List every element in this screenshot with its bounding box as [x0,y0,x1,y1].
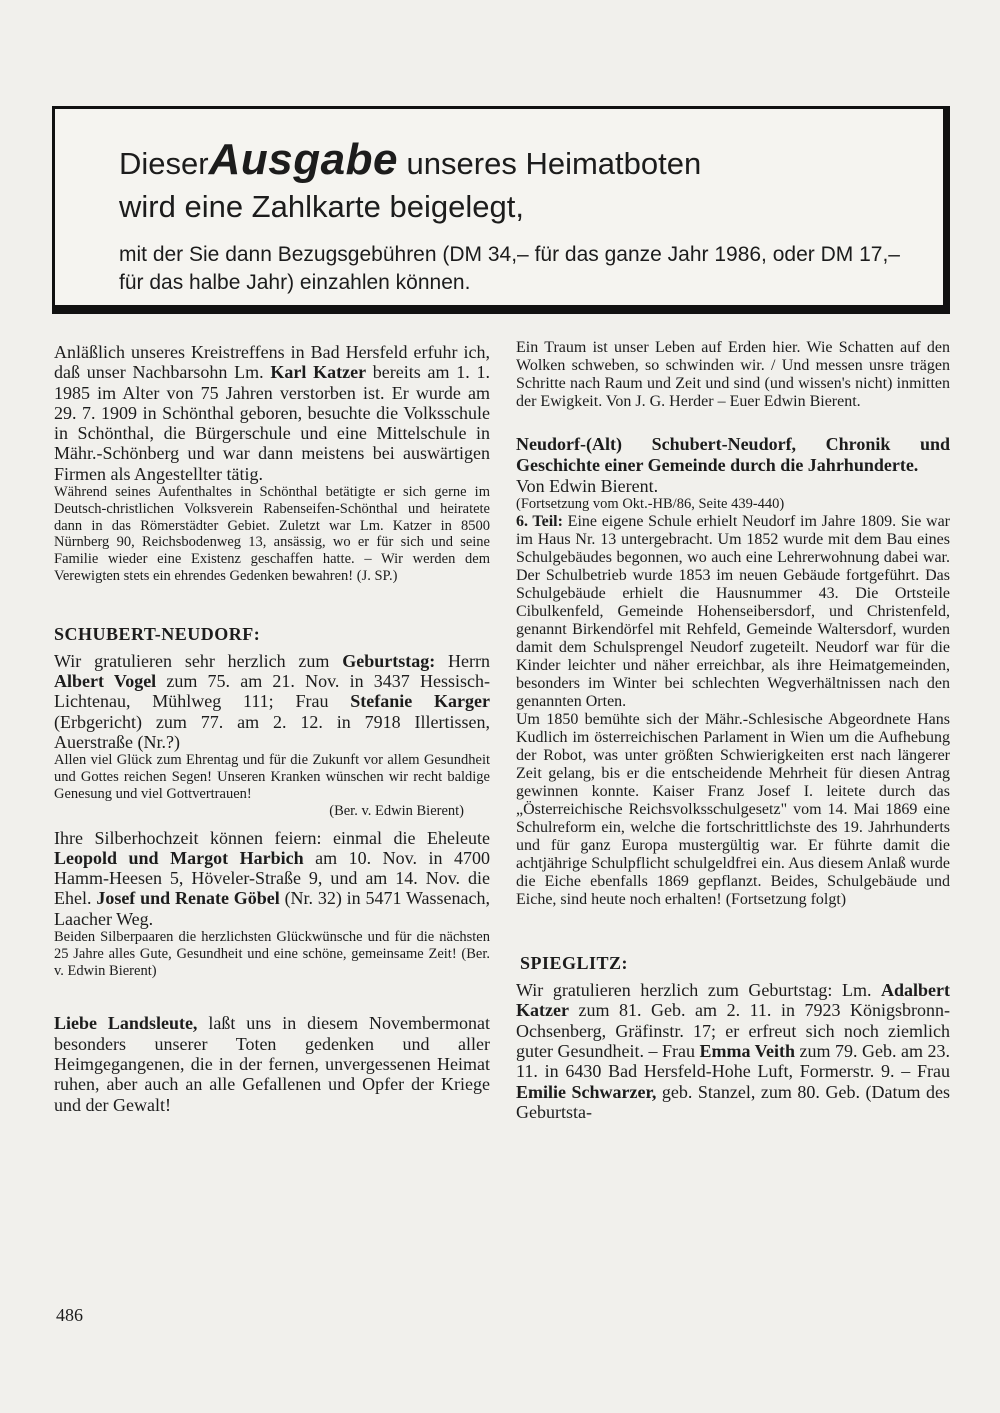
landsleute-text: laßt uns in diesem Novembermonat besonders unserer Toten gedenken und aller Heimgegangenen, die in der fernen, unvergessenen Heimat ruhen, aber auch an alle Gefallenen und Opfer der Kriege und der Gewalt! [54,1013,490,1115]
birthday-text-herrn: Herrn [448,650,491,671]
birthday-keyword: Geburtstag: [342,650,436,671]
left-column [54,342,490,1115]
obituary-text: Anläßlich unseres Kreistreffens in Bad Hersfeld erfuhr ich, daß unser Nachbarsohn Lm. [54,342,490,383]
notice-prefix: Dieser [119,146,209,181]
obituary-paragraph [54,342,490,484]
spieglitz-paragraph [516,980,950,1122]
spieglitz-text-4: geb. Stanzel, zum 80. Geb. (Datum des Geburtsta- [516,1081,950,1122]
silver-wedding-paragraph [54,828,490,929]
birthday-credit: (Ber. v. Edwin Bierent) [329,802,464,819]
notice-headline [119,135,701,185]
obituary-name: Karl Katzer [270,362,367,383]
notice-suffix: unseres Heimatboten [406,146,702,181]
silver-wishes: Beiden Silberpaaren die herzlichsten Glückwünsche und für die nächsten 25 Jahre alles Gute, Gesundheit und eine schöne, gemeinsame Zeit! (Ber. v. Edwin Bierent) [54,929,490,979]
chronik-continuation: (Fortsetzung vom Okt.-HB/86, Seite 439-440) [516,496,785,513]
notice-details: mit der Sie dann Bezugsgebühren (DM 34,– für das ganze Jahr 1986, oder DM 17,– für das halbe Jahr) einzahlen können. [119,243,900,294]
notice-emphasis: Ausgabe [208,135,398,184]
section-heading-spieglitz: SPIEGLITZ: [520,953,629,974]
landsleute-paragraph [54,1013,490,1114]
notice-subline: wird eine Zahlkarte beigelegt, [119,189,524,224]
silver-text-2: am 10. Nov. in 4700 Hamm-Heesen 5, Höveler-Straße 9, und am 14. Nov. die Ehel. [54,847,491,909]
chronik-author: Von Edwin Bierent. [516,476,659,496]
chronik-part-label: 6. Teil: [516,513,563,531]
spieglitz-name-3: Emilie Schwarzer, [516,1081,657,1102]
chronik-paragraph-2: Um 1850 bemühte sich der Mähr.-Schlesische Abgeordnete Hans Kudlich im österreichischen Parlament in Wien um die Aufhebung der Robot, was unter größten Schwierigkeiten erst nach längerer Zeit gelang, bis er die entscheidende Mehrheit für diesen Antrag gewinnen konnte. Kaiser Franz Josef I. leitete durch das „Österreichische Reichsvolksschulgesetz" vom 14. Mai 1869 eine Schulreform ein, welche die fortschrittlichste des 19. Jahrhunderts und für ganz Europa mustergültig war. Er führte damit die achtjährige Schulpflicht schulgeldfrei ein. Aus diesem Anlaß wurde die Eiche ebenfalls 1869 gepflanzt. Beides, Schulgebäude und Eiche, sind heute noch erhalten! (Fortsetzung folgt) [516,711,950,909]
birthday-text-3: (Erbgericht) zum 77. am 2. 12. in 7918 Illertissen, Auerstraße (Nr.?) [54,711,490,753]
chronik-text-1: Eine eigene Schule erhielt Neudorf im Jahre 1809. Sie war im Haus Nr. 13 untergebracht. Um 1852 wurde mit dem Bau eines Schulgebäudes begonnen, wo auch eine Lehrerwohnung dabei war. Der Schulbetrieb wurde 1853 im neuen Gebäude fortgeführt. Das Schulgebäude erhielt die Hausnummer 43. Die Ortsteile Cibulkenfeld, Gemeinde Hohenseibersdorf, und Christenfeld, genannt Birkendörfel mit Rehfeld, Gemeinde Waltersdorf, wurden damit dem Schulsprengel Neudorf zugeteilt. Neudorf war für die Kinder leichter und näher erreichbar, als ihre Heimatgemeinden, besonders im Winter bei schlechten Wegverhältnissen nach den genannten Orten. [516,513,951,711]
chronik-paragraph-1 [516,513,950,711]
chronik-heading: Neudorf-(Alt) Schubert-Neudorf, Chronik und Geschichte einer Gemeinde durch die Jahrhunderte. [516,434,950,475]
birthday-paragraph [54,651,490,752]
silver-name-2: Josef und Renate Göbel [96,888,280,909]
silver-name-1: Leopold und Margot Harbich [54,847,304,868]
silver-text: Ihre Silberhochzeit können feiern: einmal die Eheleute [54,827,490,848]
birthday-name-1: Albert Vogel [54,671,157,692]
spieglitz-text: Wir gratulieren herzlich zum Geburtstag: Lm. [516,980,872,1001]
spieglitz-text-3: zum 79. Geb. am 23. 11. in 6430 Bad Hersfeld-Hohe Luft, Formerstr. 9. – Frau [516,1040,951,1082]
silver-text-3: (Nr. 32) in 5471 Wassenach, Laacher Weg. [54,888,490,929]
landsleute-bold: Liebe Landsleute, [54,1013,198,1034]
herder-quote: Ein Traum ist unser Leben auf Erden hier. Wie Schatten auf den Wolken schweben, so schwinden wir. / Und messen unsre trägen Schritte nach Raum und Zeit und sind (und wissen's nicht) inmitten der Ewigkeit. Von J. G. Herder – Euer Edwin Bierent. [516,339,950,410]
birthday-name-2: Stefanie Karger [350,691,490,712]
page-number: 486 [56,1305,83,1325]
obituary-text-cont: bereits am 1. 1. 1985 im Alter von 75 Jahren verstorben ist. Er wurde am 29. 7. 1909 in Schönthal geboren, besuchte die Volksschule in Schönthal, die Bürgerschule und eine Mittelschule in Mähr.-Schönberg und war dann meistens bei auswärtigen Firmen als Angestellter tätig. [54,362,490,484]
spieglitz-name-2: Emma Veith [699,1040,796,1061]
payment-notice-box [52,106,950,314]
birthday-wishes: Allen viel Glück zum Ehrentag und für die Zukunft vor allem Gesundheit und Gottes reichen Segen! Unseren Kranken wünschen wir recht baldige Genesung und viel Gottvertrauen! [54,752,490,802]
birthday-text: Wir gratulieren sehr herzlich zum [54,650,330,671]
birthday-text-2: zum 75. am 21. Nov. in 3437 Hessisch-Lichtenau, Mühlweg 111; Frau [54,671,490,712]
obituary-paragraph-2: Während seines Aufenthaltes in Schönthal betätigte er sich gerne im Deutsch-christlichen Volksverein Rabenseifen-Schönthal und heiratete dann in das Römerstädter Gebiet. Zuletzt war Lm. Katzer in 8500 Nürnberg 90, Reichsbodenweg 13, ansässig, wo er für sich und seine Familie wieder eine Existenz geschaffen hatte. – Wir werden dem Verewigten stets ein ehrendes Gedenken bewahren! (J. SP.) [54,484,490,585]
spieglitz-text-2: zum 81. Geb. am 2. 11. in 7923 Königsbronn-Ochsenberg, Gräfinstr. 17; er erfreut sich noch ziemlich guter Gesundheit. – Frau [516,1000,951,1061]
spieglitz-name-1: Adalbert Katzer [516,980,951,1021]
right-column [516,339,950,1122]
section-heading-schubert: SCHUBERT-NEUDORF: [54,623,261,644]
